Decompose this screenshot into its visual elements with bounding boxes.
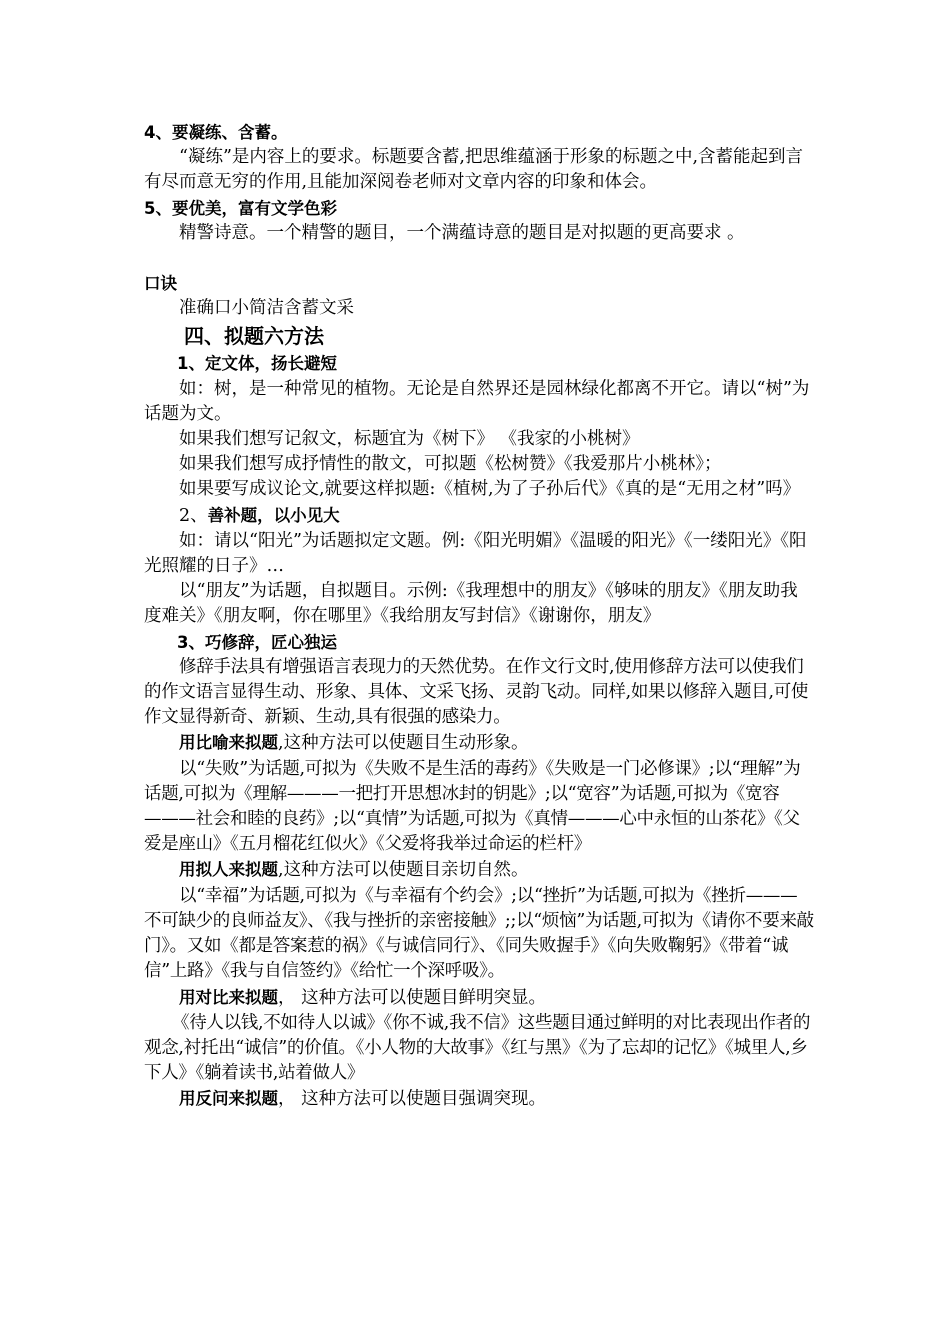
spacer (144, 246, 814, 271)
koujue-body: 准确口小简洁含蓄文采 (179, 298, 354, 319)
personification-desc: ,这种方法可以使题目亲切自然。 (278, 860, 529, 881)
section-4-body: “凝练”是内容上的要求。标题要含蓄,把思维蕴涵于形象的标题之中,含蓄能起到言有尽而意无穷的作用,且能加深阅卷老师对文章内容的印象和体会。 (144, 147, 804, 193)
contrast-label: 用对比来拟题 (179, 987, 278, 1007)
section-4-heading: 4、要凝练、含蓄。 (144, 123, 288, 142)
method-3-intro: 修辞手法具有增强语言表现力的天然优势。在作文行文时,使用修辞方法可以使我们的作文语言显得生动、形象、具体、文采飞扬、灵韵飞动。同样,如果以修辞入题目,可使作文显得新奇、新颖、生动,具有很强的感染力。 (144, 656, 809, 728)
metaphor-label: 用比喻来拟题 (179, 733, 278, 753)
method-1-para-4: 如果要写成议论文,就要这样拟题:《植树,为了子孙后代》《真的是“无用之材”吗》 (179, 479, 801, 500)
metaphor-para (144, 730, 814, 756)
personification-label: 用拟人来拟题 (179, 860, 278, 880)
rhetorical-question-para (144, 1086, 814, 1112)
contrast-desc: ， 这种方法可以使题目鲜明突显。 (278, 987, 547, 1008)
personification-examples: 以“幸福”为话题,可拟为《与幸福有个约会》;以“挫折”为话题,可拟为《挫折———不可缺少的良师益友》、《我与挫折的亲密接触》;;以“烦恼”为话题,可拟为《请你不要来敲门》。又如《都是答案惹的祸》《与诚信同行》、《同失败握手》《向失败鞠躬》《带着“诚信”上路》《我与自信签约》《给忙一个深呼吸》。 (144, 885, 814, 982)
section-5-heading: 5、要优美，富有文学色彩 (144, 198, 337, 218)
contrast-examples: 《待人以钱,不如待人以诚》《你不诚,我不信》这些题目通过鲜明的对比表现出作者的观念,衬托出“诚信”的价值。《小人物的大故事》《红与黑》《为了忘却的记忆》《城里人,乡下人》《躺着读书,站着做人》 (144, 1012, 811, 1084)
rhetorical-question-label: 用反问来拟题 (179, 1089, 278, 1109)
part-4-title: 四、拟题六方法 (184, 324, 324, 349)
method-1-heading: 1、定文体，扬长避短 (177, 354, 337, 374)
method-1-para-3: 如果我们想写成抒情性的散文，可拟题《松树赞》《我爱那片小桃林》； (179, 454, 722, 475)
metaphor-desc: ,这种方法可以使题目生动形象。 (278, 733, 529, 754)
section-5-body: 精警诗意。一个精警的题目，一个满蕴诗意的题目是对拟题的更高要求 。 (179, 222, 745, 243)
method-2-heading (144, 503, 814, 529)
method-2-heading-text: 善补题，以小见大 (207, 505, 340, 525)
rhetorical-question-desc: ， 这种方法可以使题目强调突现。 (278, 1089, 547, 1110)
method-2-para-2: 以“朋友”为话题，自拟题目。示例:《我理想中的朋友》《够味的朋友》《朋友助我度难关》《朋友啊，你在哪里》《我给朋友写封信》《谢谢你，朋友》 (144, 581, 798, 627)
personification-para (144, 857, 814, 883)
koujue-heading: 口诀 (144, 274, 177, 294)
contrast-para (144, 985, 814, 1011)
metaphor-examples: 以“失败”为话题,可拟为《失败不是生活的毒药》《失败是一门必修课》;以“理解”为话题,可拟为《理解———一把打开思想冰封的钥匙》;以“宽容”为话题,可拟为《宽容———社会和睦的良药》;以“真情”为话题,可拟为《真情———心中永恒的山茶花》《父爱是座山》《五月榴花红似火》《父爱将我举过命运的栏杆》 (144, 758, 801, 855)
method-1-para-2: 如果我们想写记叙文，标题宜为《树下》 《我家的小桃树》 (179, 429, 640, 450)
document-page (144, 120, 814, 1113)
method-1-para-1: 如：树，是一种常见的植物。无论是自然界还是园林绿化都离不开它。请以“树”为话题为文。 (144, 378, 810, 424)
method-2-para-1: 如：请以“阳光”为话题拟定文题。例:《阳光明媚》《温暖的阳光》《一缕阳光》《阳光照耀的日子》… (144, 530, 807, 577)
method-2-heading-number: 2、 (179, 505, 208, 526)
method-3-heading: 3、巧修辞，匠心独运 (177, 632, 337, 652)
